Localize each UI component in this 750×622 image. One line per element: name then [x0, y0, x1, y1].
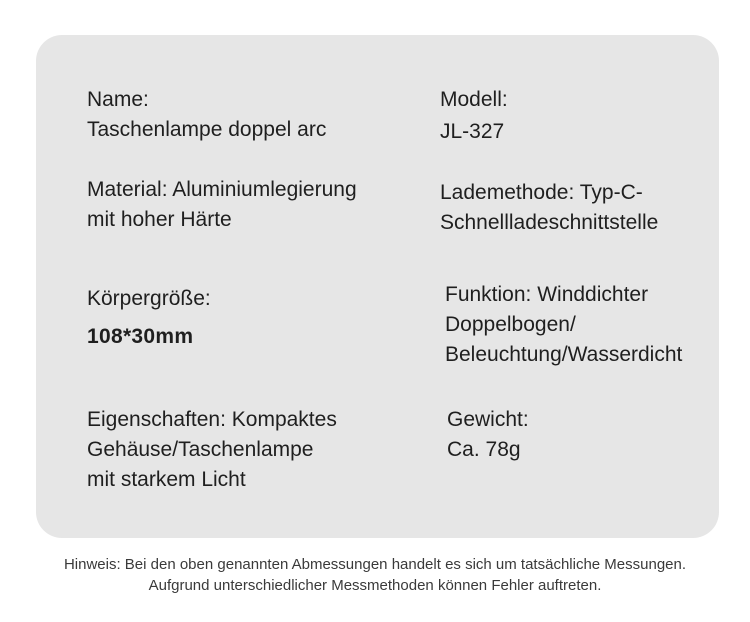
spec-card — [36, 35, 719, 538]
spec-block-gewicht — [447, 405, 529, 465]
lademethode-line1: Lademethode: Typ-C- — [440, 181, 643, 204]
funktion-line1: Funktion: Winddichter — [445, 283, 649, 306]
gewicht-label: Gewicht: — [447, 408, 529, 431]
koerpergroesse-value: 108*30mm — [87, 325, 194, 348]
disclaimer-line1: Hinweis: Bei den oben genannten Abmessungen handelt es sich um tatsächliche Messungen. — [63, 556, 687, 573]
spec-block-material — [87, 175, 357, 235]
eigenschaften-line1: Eigenschaften: Kompaktes — [87, 408, 337, 431]
spec-block-funktion — [445, 280, 682, 370]
material-line1: Material: Aluminiumlegierung — [87, 178, 357, 201]
eigenschaften-line3: mit starkem Licht — [87, 468, 246, 491]
koerpergroesse-label: Körpergröße: — [87, 287, 211, 310]
name-label: Name: — [87, 88, 149, 111]
measurement-disclaimer — [0, 554, 750, 596]
material-line2: mit hoher Härte — [87, 208, 232, 231]
spec-block-name — [87, 85, 326, 145]
spec-block-koerpergroesse — [87, 284, 211, 352]
spec-block-lademethode — [440, 178, 658, 238]
modell-label: Modell: — [440, 88, 508, 111]
gewicht-value: Ca. 78g — [447, 438, 521, 461]
disclaimer-line2: Aufgrund unterschiedlicher Messmethoden können Fehler auftreten. — [148, 577, 602, 594]
spec-block-modell — [440, 84, 508, 148]
lademethode-line2: Schnellladeschnittstelle — [440, 211, 659, 234]
name-value: Taschenlampe doppel arc — [87, 118, 327, 141]
spec-block-eigenschaften — [87, 405, 337, 495]
modell-value: JL-327 — [440, 120, 505, 143]
funktion-line3: Beleuchtung/Wasserdicht — [445, 343, 683, 366]
eigenschaften-line2: Gehäuse/Taschenlampe — [87, 438, 314, 461]
funktion-line2: Doppelbogen/ — [445, 313, 576, 336]
